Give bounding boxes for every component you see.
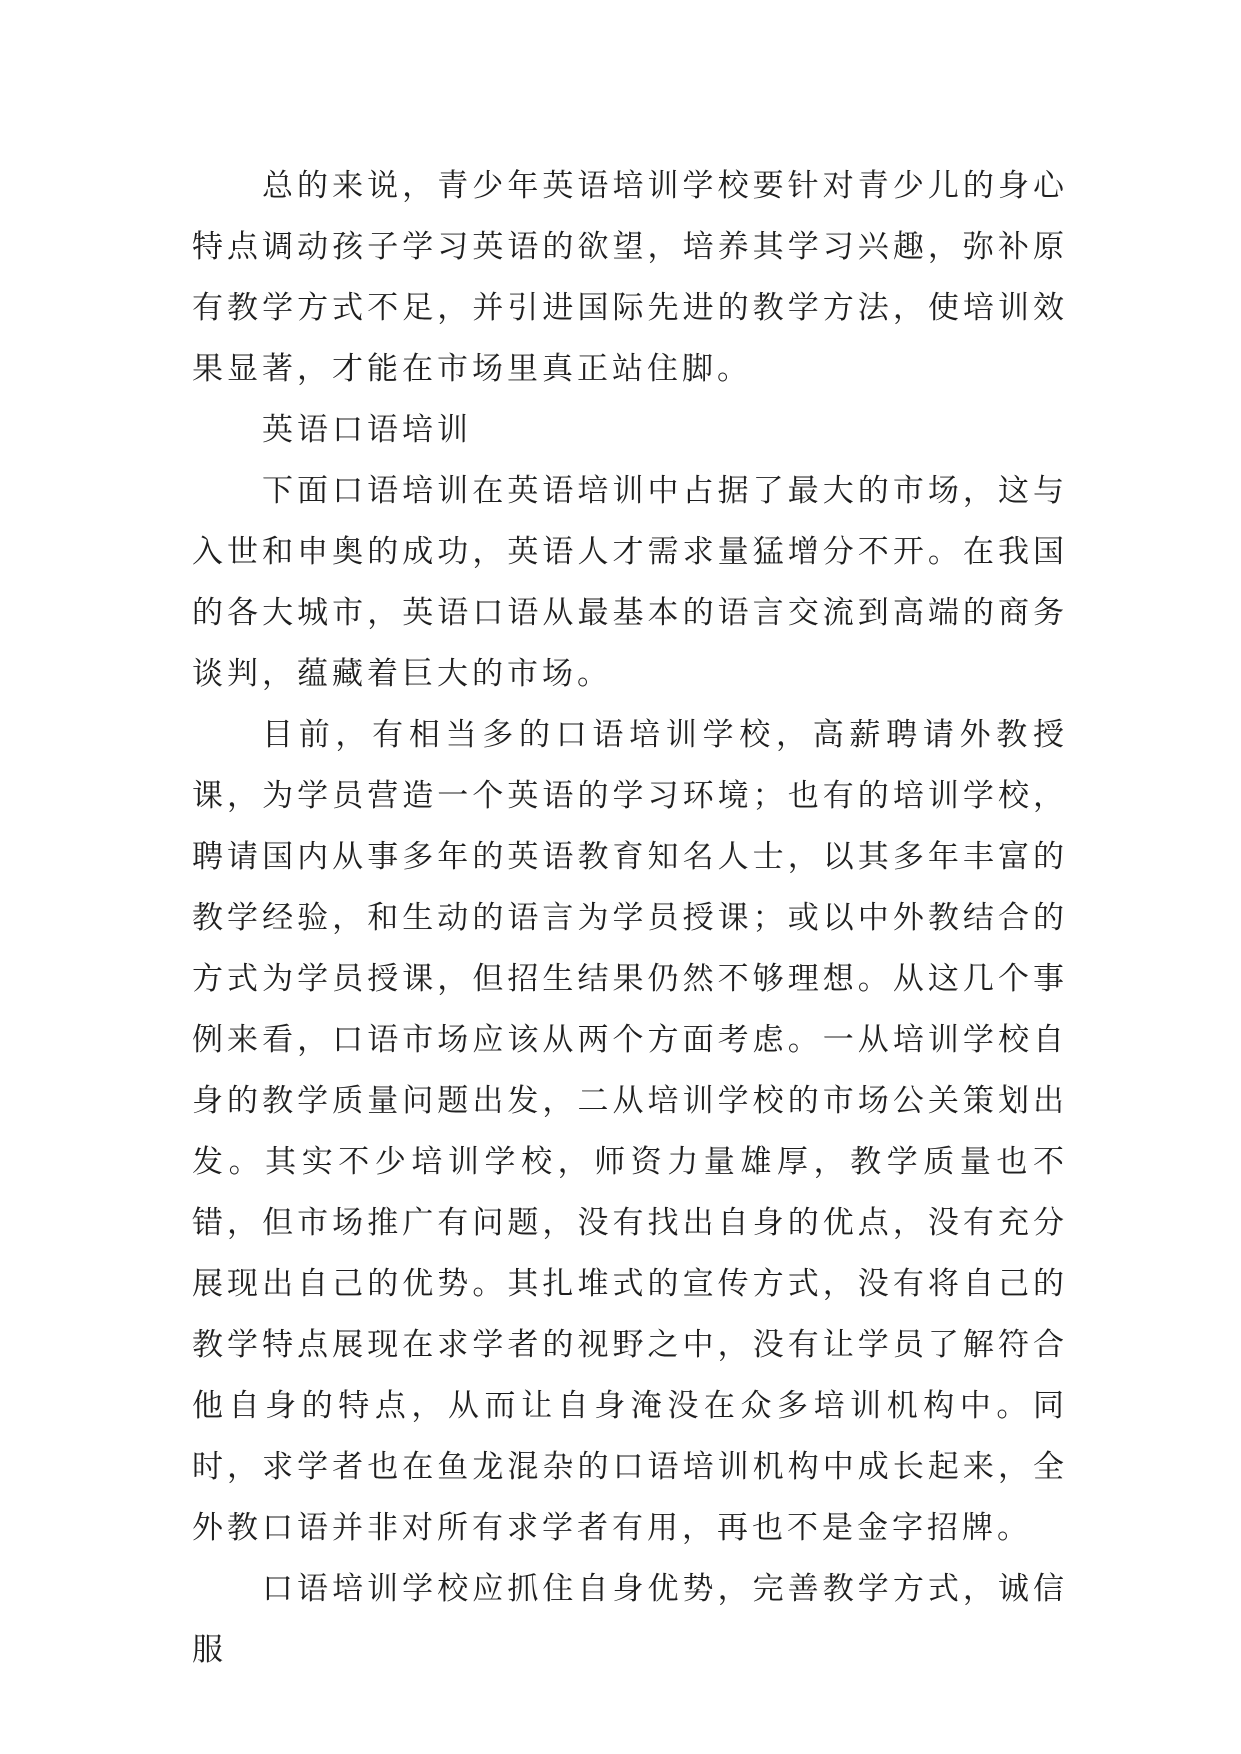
document-body (192, 156, 1068, 1681)
section-heading: 英语口语培训 (262, 412, 472, 448)
paragraph-market: 下面口语培训在英语培训中占据了最大的市场，这与入世和申奥的成功，英语人才需求量猛增分不开。在我国的各大城市，英语口语从最基本的语言交流到高端的商务谈判，蕴藏着巨大的市场。 (192, 473, 1068, 692)
paragraph-current-situation: 目前，有相当多的口语培训学校，高薪聘请外教授课，为学员营造一个英语的学习环境；也有的培训学校，聘请国内从事多年的英语教育知名人士，以其多年丰富的教学经验，和生动的语言为学员授课；或以中外教结合的方式为学员授课，但招生结果仍然不够理想。从这几个事例来看，口语市场应该从两个方面考虑。一从培训学校自身的教学质量问题出发，二从培训学校的市场公关策划出发。其实不少培训学校，师资力量雄厚，教学质量也不错，但市场推广有问题，没有找出自身的优点，没有充分展现出自己的优势。其扎堆式的宣传方式，没有将自己的教学特点展现在求学者的视野之中，没有让学员了解符合他自身的特点，从而让自身淹没在众多培训机构中。同时，求学者也在鱼龙混杂的口语培训机构中成长起来，全外教口语并非对所有求学者有用，再也不是金字招牌。 (192, 717, 1068, 1546)
paragraph-summary: 总的来说，青少年英语培训学校要针对青少儿的身心特点调动孩子学习英语的欲望，培养其学习兴趣，弥补原有教学方式不足，并引进国际先进的教学方法，使培训效果显著，才能在市场里真正站住脚。 (192, 168, 1068, 387)
paragraph-advice: 口语培训学校应抓住自身优势，完善教学方式，诚信服 (192, 1571, 1068, 1668)
